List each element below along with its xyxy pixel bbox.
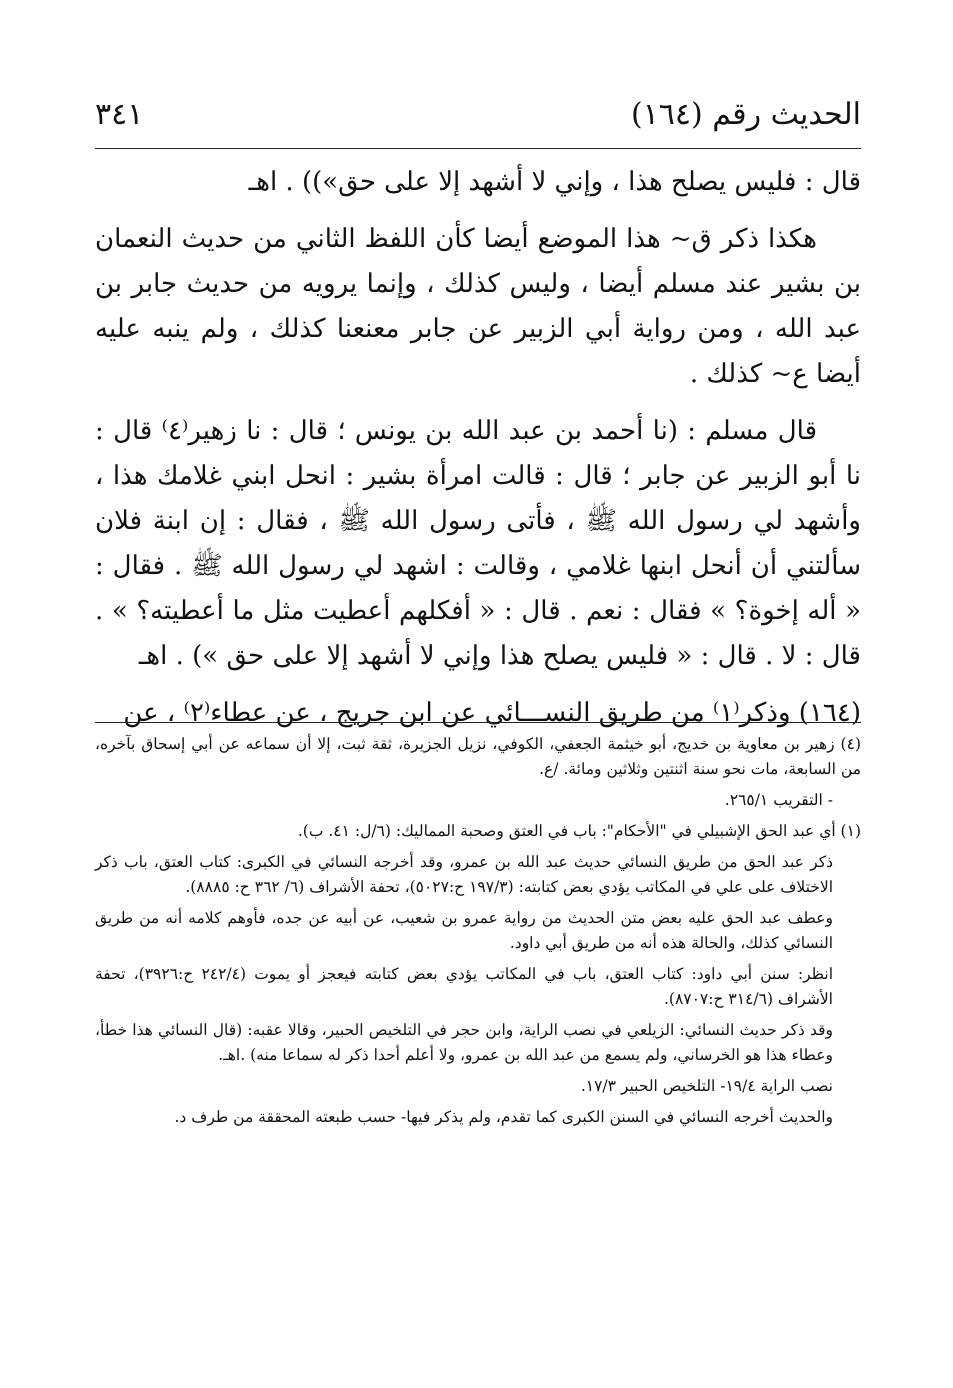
paragraph: قال : فليس يصلح هذا ، وإني لا أشهد إلا على حق»)) . اهـ	[248, 167, 861, 197]
footnote: ذكر عبد الحق من طريق النسائي حديث عبد الله بن عمرو، وقد أخرجه النسائي في الكبرى: كتاب العتق، باب ذكر الاختلاف على علي في المكاتب يؤدي بعض كتابته: (١٩٧/٣ ح:٥٠٢٧)، تحفة الأشراف (٦/ ٣٦٢ ح: ٨٨٨٥).	[95, 853, 833, 896]
footnote: - التقريب ٢٦٥/١.	[724, 791, 833, 809]
page-header	[95, 88, 861, 140]
header-divider	[95, 148, 861, 149]
footnote: (١) أي عبد الحق الإشبيلي في "الأحكام": باب في العتق وصحبة المماليك: (٦/ل: ٤١. ب).	[297, 822, 861, 840]
footnote: انظر: سنن أبي داود: كتاب العتق، باب في المكاتب يؤدي بعض كتابته فيعجز أو يموت (٢٤٢/٤ ح:٣٩٢٦)، تحفة الأشراف (٣١٤/٦ ح:٨٧٠٧).	[95, 965, 834, 1008]
page-number: ٣٤١	[95, 96, 144, 132]
footnote: نصب الراية ١٩/٤- التلخيص الحبير ١٧/٣.	[580, 1077, 833, 1095]
footnote: وقد ذكر حديث النسائي: الزيلعي في نصب الراية، وابن حجر في التلخيص الحبير، وقالا عقبه: (قال النسائي هذا خطأ، وعطاء هذا هو الخرساني، ولم يسمع من عبد الله بن عمرو، ولا أعلم أحدا ذكر له سماعا منه) .اهـ.	[95, 1021, 833, 1064]
footnote: والحديث أخرجه النسائي في السنن الكبرى كما تقدم، ولم يذكر فيها- حسب طبعته المحققة من طرف د.	[174, 1108, 833, 1126]
paragraph: قال مسلم : (نا أحمد بن عبد الله بن يونس ؛ قال : نا زهير⁽٤⁾ قال : نا أبو الزبير عن جابر ؛ قال : قالت امرأة بشير : انحل ابني غلامك هذا ، وأشهد لي رسول الله ﷺ ، فأتى رسول الله ﷺ ، فقال : إن ابنة فلان سألتني أن أنحل ابنها غلامي ، وقالت : اشهد لي رسول الله ﷺ . فقال : « أله إخوة؟ » فقال : نعم . قال : « أفكلهم أعطيت مثل ما أعطيته؟ » . قال : لا . قال : « فليس يصلح هذا وإني لا أشهد إلا على حق ») . اهـ	[95, 416, 861, 671]
paragraph: هكذا ذكر ق~ هذا الموضع أيضا كأن اللفظ الثاني من حديث النعمان بن بشير عند مسلم أيضا ، وليس كذلك ، وإنما يرويه من حديث جابر بن عبد الله ، ومن رواية أبي الزبير عن جابر معنعنا كذلك ، ولم ينبه عليه أيضا ع~ كذلك .	[95, 224, 861, 389]
footnote-divider	[95, 722, 861, 723]
running-title: الحديث رقم (١٦٤)	[630, 96, 861, 132]
footnote: (٤) زهير بن معاوية بن خديج، أبو خيثمة الجعفي، الكوفي، نزيل الجزيرة، ثقة ثبت، إلا أن سماعه عن أبي إسحاق بآخره، من السابعة، مات نحو سنة اثنتين وثلاثين ومائة. /ع.	[95, 735, 861, 778]
footnote: وعطف عبد الحق عليه بعض متن الحديث من رواية عمرو بن شعيب، عن أبيه عن جده، فأوهم كلامه أنه من طريق النسائي كذلك، والحالة هذه أنه من طريق أبي داود.	[95, 909, 833, 952]
paragraph: (١٦٤) وذكر⁽١⁾ من طريق النســـائي عن ابن جريج ، عن عطاء⁽٢⁾ ، عن	[123, 698, 861, 728]
document-page	[95, 0, 861, 1388]
main-text	[95, 160, 861, 748]
footnotes	[95, 732, 861, 1136]
